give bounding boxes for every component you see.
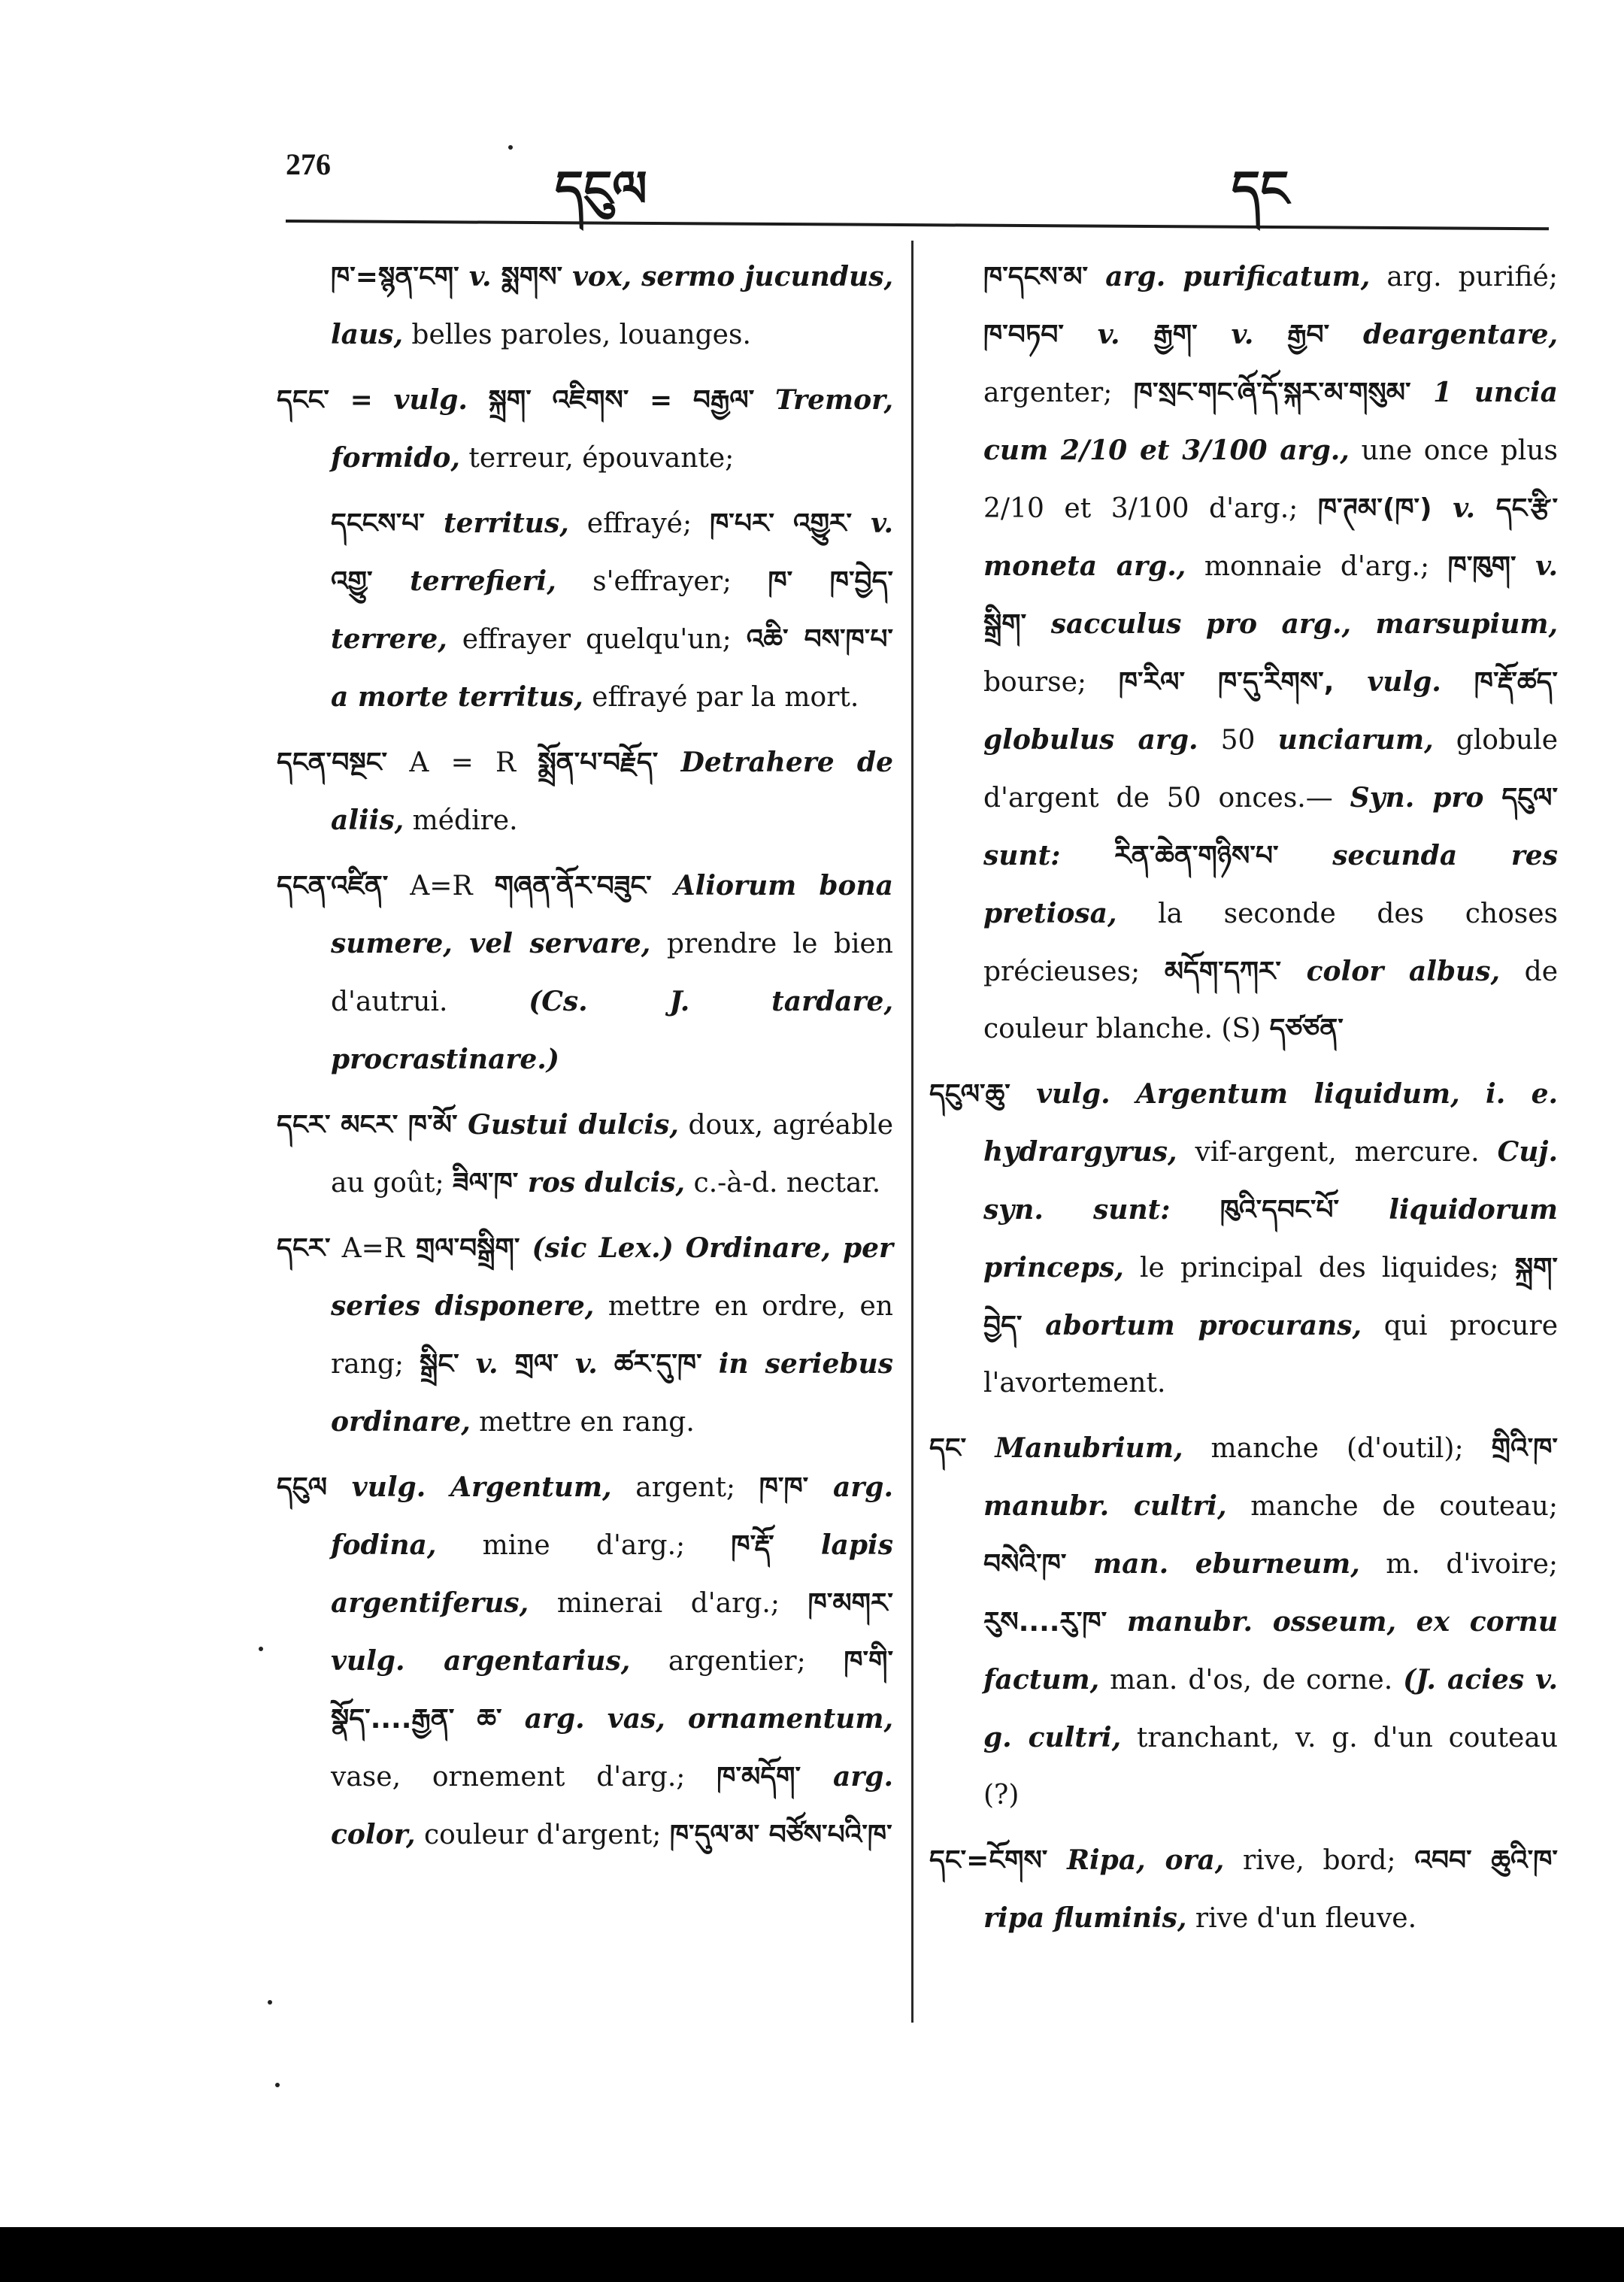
dictionary-entry: དང་ Manubrium, manche (d'outil); གྲིའི་ཁ་ manubr. cultri, manche de couteau; བསེའི་ཁ་ man. eburneum, m. d'ivoire; རུས....རུ་ཁ་ manubr. osseum, ex cornu factum, man. d'os, de corne. (J. acies v. g. cultri, tranchant, v. g. d'un couteau (?) (929, 1432, 1559, 1811)
ink-speck (275, 2083, 280, 2087)
dictionary-entry: དངན་བསྔང་ A = R སྨྲོན་པ་བརྗོད་ Detrahere de aliis, médire. (277, 747, 894, 836)
right-column (929, 248, 1558, 1955)
dictionary-entry: དངན་འཛིན་ A=R གཞན་ནོར་བཟུང་ Aliorum bona sumere, vel servare, prendre le bien d'autrui. (Cs. J. tardare, procrastinare.) (277, 870, 894, 1075)
dictionary-entry: དངར་ མངར་ ཁ་མོ་ Gustui dulcis, doux, agréable au goût; ཟིལ་ཁ་ ros dulcis, c.-à-d. nectar. (277, 1109, 893, 1199)
dictionary-entry: དངང་ = vulg. སྐྲག་ འཇིགས་ = བརྒྱལ་ Tremor, formido, terreur, épouvante; (277, 384, 893, 474)
ink-speck (508, 145, 513, 150)
column-rule (911, 241, 914, 2023)
ink-speck (259, 1647, 263, 1651)
left-column (277, 248, 893, 1871)
header-rule (286, 220, 1549, 230)
running-head-left: དངུལ (555, 160, 647, 218)
page-number: 276 (286, 147, 331, 181)
dictionary-entry: ཁ་དངས་མ་ arg. purificatum, arg. purifié; ཁ་བཏབ་ v. རྒྱག་ v. རྒྱབ་ deargentare, argenter; ཁ་སྲང་གང་ཞོ་དོ་སྐར་མ་གསུམ་ 1 uncia cum 2/10 et 3/100 arg., une once plus 2/10 et 3/100 d'arg.; ཁ་ཊམ་(ཁ་) v. དང་རྩི་ moneta arg., monnaie d'arg.; ཁ་ཁུག་ v. སྒྲིག་ sacculus pro arg., marsupium, bourse; ཁ་རིལ་ ཁ་དུ་རིགས་, vulg. ཁ་རྡོ་ཚད་ globulus arg. 50 unciarum, globule d'argent de 50 onces.— Syn. pro དངུལ་ sunt: རིན་ཆེན་གཉིས་པ་ secunda res pretiosa, la seconde des choses précieuses; མདོག་དཀར་ color albus, de couleur blanche. (S) དཙཙན་ (983, 261, 1559, 1044)
ink-speck (268, 2000, 272, 2005)
dictionary-entry: དངུལ vulg. Argentum, argent; ཁ་ཁ་ arg. fodina, mine d'arg.; ཁ་རྡོ་ lapis argentiferus, minerai d'arg.; ཁ་མགར་ vulg. argentarius, argentier; ཁ་གི་སྣོད་....རྒྱན་ ཆ་ arg. vas, ornamentum, vase, ornement d'arg.; ཁ་མདོག་ arg. color, couleur d'argent; ཁ་དུལ་མ་ བཙོས་པའི་ཁ་ (277, 1471, 894, 1850)
scan-bottom-band (0, 2227, 1624, 2282)
dictionary-entry: ཁ་=སྙན་ངག་ v. སྨགས་ vox, sermo jucundus, laus, belles paroles, louanges. (331, 261, 893, 350)
running-head-right: དང (1232, 160, 1289, 218)
dictionary-entry: དངུལ་ཆུ་ vulg. Argentum liquidum, i. e. hydrargyrus, vif-argent, mercure. Cuj. syn. sunt: ཁུའི་དབང་པོ་ liquidorum princeps, le principal des liquides; སྐྲག་ བྱེད་ abortum procurans, qui procure l'avortement. (929, 1078, 1559, 1399)
dictionary-entry: དངངས་པ་ territus, effrayé; ཁ་པར་ འགྱུར་ v. འགྱུ་ terrefieri, s'effrayer; ཁ་ ཁ་བྱེད་ terrere, effrayer quelqu'un; འཆི་ བས་ཁ་པ་ a morte territus, effrayé par la mort. (331, 508, 893, 713)
dictionary-entry: དང་=ངོགས་ Ripa, ora, rive, bord; འབབ་ ཆུའི་ཁ་ ripa fluminis, rive d'un fleuve. (929, 1844, 1558, 1934)
dictionary-entry: དངར་ A=R གྲལ་བསྒྲིག་ (sic Lex.) Ordinare, per series disponere, mettre en ordre, en rang; སྒྲིང་ v. གྲལ་ v. ཚར་དུ་ཁ་ in seriebus ordinare, mettre en rang. (277, 1232, 893, 1438)
